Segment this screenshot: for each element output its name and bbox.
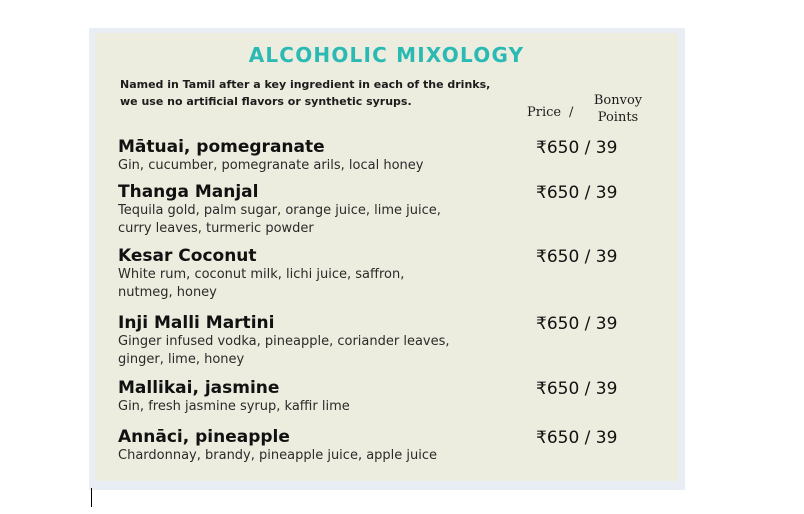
menu-item-thanga-manjal bbox=[118, 182, 678, 238]
item-name: Thanga Manjal bbox=[118, 182, 259, 202]
menu-item-matuai bbox=[118, 137, 678, 175]
item-price: ₹650 / 39 bbox=[536, 247, 618, 267]
item-name: Mātuai, pomegranate bbox=[118, 137, 325, 157]
item-description-line-2: nutmeg, honey bbox=[118, 285, 217, 300]
item-price: ₹650 / 39 bbox=[536, 314, 618, 334]
intro-line-1: Named in Tamil after a key ingredient in each of the drinks, bbox=[120, 78, 491, 91]
item-description: Chardonnay, brandy, pineapple juice, apple juice bbox=[118, 448, 438, 463]
menu-item-annaci bbox=[118, 427, 678, 465]
intro-line-2: we use no artificial flavors or synthetic syrups. bbox=[120, 95, 412, 108]
item-description: Tequila gold, palm sugar, orange juice, lime juice, bbox=[118, 203, 441, 218]
item-price: ₹650 / 39 bbox=[536, 183, 618, 203]
item-name: Kesar Coconut bbox=[118, 246, 257, 266]
item-description-line-2: curry leaves, turmeric powder bbox=[118, 221, 314, 236]
item-price: ₹650 / 39 bbox=[536, 428, 618, 448]
item-price: ₹650 / 39 bbox=[536, 379, 618, 399]
item-description: White rum, coconut milk, lichi juice, saffron, bbox=[118, 267, 405, 282]
item-name: Mallikai, jasmine bbox=[118, 378, 280, 398]
column-header-separator: / bbox=[569, 105, 574, 120]
points-header-line-1: Bonvoy bbox=[593, 93, 643, 108]
menu-intro bbox=[120, 76, 560, 110]
price-column-header: Price bbox=[527, 105, 562, 120]
points-header-line-2: Points bbox=[597, 110, 639, 125]
item-price: ₹650 / 39 bbox=[536, 138, 618, 158]
item-description: Ginger infused vodka, pineapple, coriander leaves, bbox=[118, 334, 450, 349]
text-cursor bbox=[91, 488, 92, 507]
item-name: Annāci, pineapple bbox=[118, 427, 290, 447]
menu-title: ALCOHOLIC MIXOLOGY bbox=[248, 43, 525, 67]
item-description-line-2: ginger, lime, honey bbox=[118, 352, 245, 367]
points-column-header bbox=[583, 92, 653, 126]
item-description: Gin, fresh jasmine syrup, kaffir lime bbox=[118, 399, 350, 414]
menu-card bbox=[95, 33, 678, 481]
menu-item-inji-malli-martini bbox=[118, 313, 678, 369]
item-description: Gin, cucumber, pomegranate arils, local honey bbox=[118, 158, 424, 173]
item-name: Inji Malli Martini bbox=[118, 313, 275, 333]
menu-item-kesar-coconut bbox=[118, 246, 678, 302]
menu-item-mallikai bbox=[118, 378, 678, 416]
